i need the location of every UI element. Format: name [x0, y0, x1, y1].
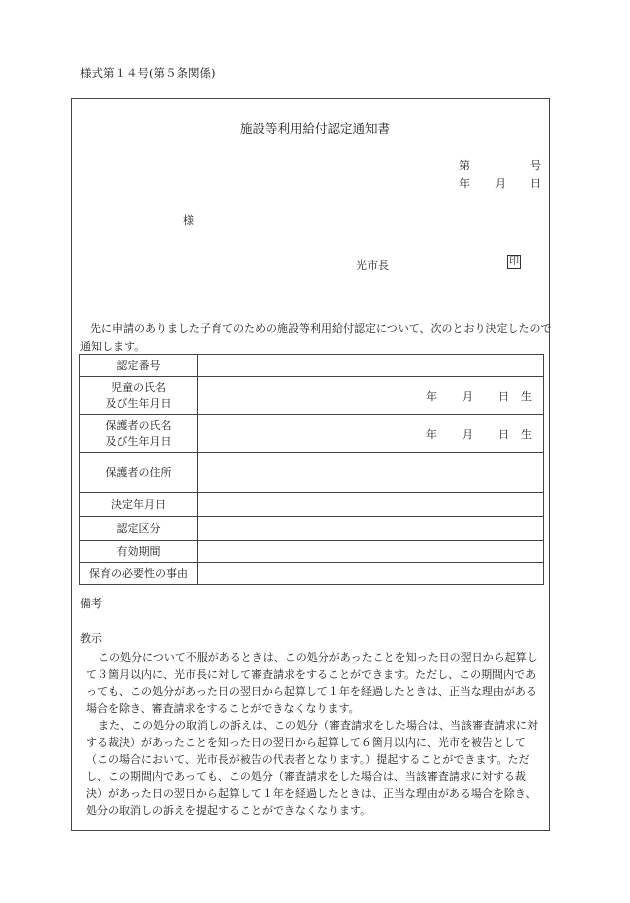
childcare-reason-value [198, 563, 544, 585]
cert-number-value [198, 355, 544, 377]
guardian-address-value [198, 453, 544, 493]
issue-date-month: 月 [495, 177, 506, 190]
child-name-label-line2: 及び生年月日 [105, 396, 172, 410]
cert-number-label: 認定番号 [80, 355, 198, 377]
guardian-name-label-line2: 及び生年月日 [105, 434, 172, 448]
guardian-dob-month: 月 [462, 427, 473, 441]
child-name-label [80, 377, 198, 415]
guardian-name-label [80, 415, 198, 453]
child-dob-born: 生 [521, 389, 532, 403]
guardian-dob-day: 日 [498, 427, 509, 441]
issue-date-year: 年 [459, 177, 470, 190]
guardian-name-label-line1: 保護者の氏名 [105, 418, 172, 432]
table-row [80, 493, 544, 517]
guardian-name-value [198, 415, 544, 453]
table-row [80, 517, 544, 541]
child-dob-month: 月 [462, 389, 473, 403]
seal-stamp: 印 [509, 256, 519, 267]
document-title: 施設等利用給付認定通知書 [239, 121, 390, 136]
childcare-reason-label: 保育の必要性の事由 [80, 563, 198, 585]
issue-date-day: 日 [530, 177, 541, 190]
guardian-dob-year: 年 [426, 427, 437, 441]
instruction-paragraph-2: また、この処分の取消しの訴えは、この処分（審査請求をした場合は、当該審査請求に対する裁決）があったことを知った日の翌日から起算して６箇月以内に、光市を被告として（この場合において、光市長が被告の代表者となります。）提起することができます。ただし、この期間内であっても、この処分（審査請求をした場合は、当該審査請求に対する裁決）があった日の翌日から起算して１年を経過したときは、正当な理由がある場合を除き、処分の取消しの訴えを提起することができなくなります。 [86, 719, 538, 817]
issuer-name: 光市長 [356, 259, 389, 272]
guardian-address-label: 保護者の住所 [80, 453, 198, 493]
cert-category-value [198, 517, 544, 541]
instruction-label: 教示 [80, 632, 102, 645]
child-dob-day: 日 [498, 389, 509, 403]
table-row [80, 415, 544, 453]
issue-number-suffix: 号 [530, 159, 541, 172]
child-dob-year: 年 [426, 389, 437, 403]
table-row [80, 563, 544, 585]
child-name-label-line1: 児童の氏名 [111, 380, 166, 394]
issue-number-label: 第 [459, 159, 470, 172]
decision-date-label: 決定年月日 [80, 493, 198, 517]
table-row [80, 377, 544, 415]
table-row [80, 355, 544, 377]
guardian-dob-born: 生 [521, 427, 532, 441]
remarks-label: 備考 [80, 597, 102, 610]
table-row [80, 541, 544, 563]
notice-text: 先に申請のありました子育てのための施設等利用給付認定について、次のとおり決定したので通知します。 [80, 322, 552, 353]
instruction-paragraph-1: この処分について不服があるときは、この処分があったことを知った日の翌日から起算して３箇月以内に、光市長に対して審査請求をすることができます。ただし、この期間内であっても、この処分があった日の翌日から起算して１年を経過したときは、正当な理由がある場合を除き、審査請求をすることができなくなります。 [86, 651, 538, 715]
cert-category-label: 認定区分 [80, 517, 198, 541]
valid-period-value [198, 541, 544, 563]
valid-period-label: 有効期間 [80, 541, 198, 563]
child-name-value [198, 377, 544, 415]
table-row [80, 453, 544, 493]
form-number: 様式第１４号(第５条関係) [80, 66, 216, 80]
certification-table [79, 354, 544, 585]
decision-date-value [198, 493, 544, 517]
addressee-suffix: 様 [183, 214, 194, 227]
